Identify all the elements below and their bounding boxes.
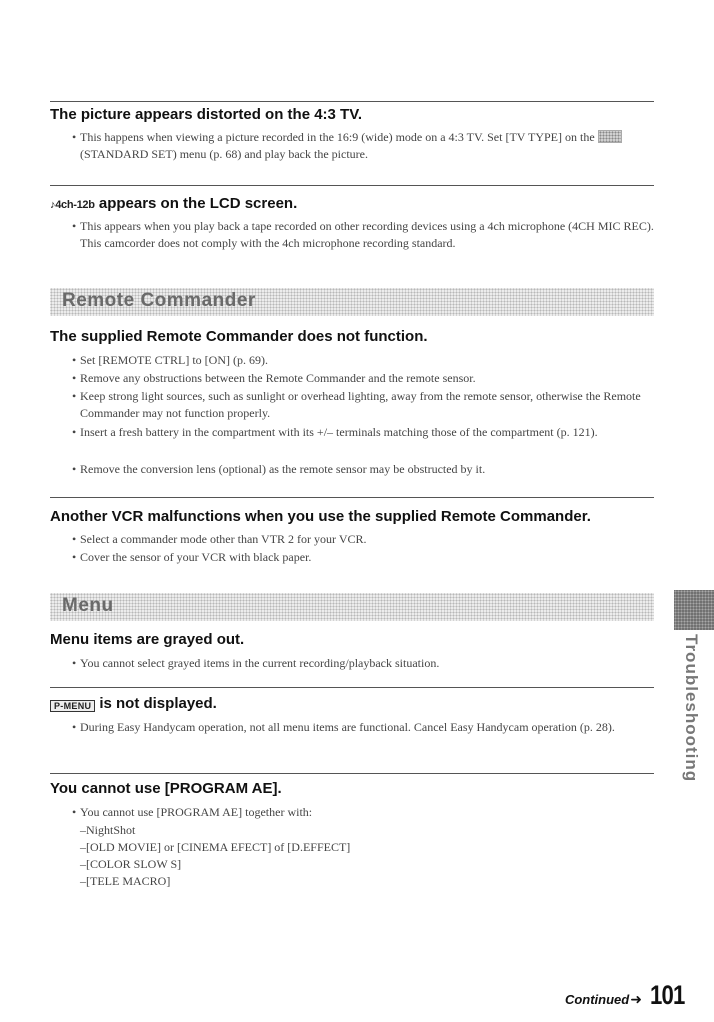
list-item [72,804,670,821]
bullet: • [72,353,77,367]
category-banner [50,288,654,316]
4ch-12b-indicator-icon: ♪4ch-12b [50,199,95,211]
bullet: • [72,462,77,476]
bullet: • [72,550,77,564]
section-heading: The supplied Remote Commander does not function. [50,328,428,345]
list-item [72,531,670,548]
side-tab-label: Troubleshooting [682,634,701,783]
section-divider [50,101,654,102]
list-item [72,424,670,441]
list-item [72,655,670,672]
section-divider [50,773,654,774]
item-text: Insert a fresh battery in the compartment with its +/– terminals matching those of the compartment (p. 121). [80,425,598,439]
banner-title: Menu [62,595,114,616]
banner-title: Remote Commander [62,290,256,311]
item-text: Cover the sensor of your VCR with black paper. [80,550,312,564]
dash-item: –[COLOR SLOW S] [80,857,182,871]
item-text: (STANDARD SET) menu (p. 68) and play back the picture. [80,147,368,161]
page-number: 101 [649,980,685,1010]
heading-text: is not displayed. [99,695,217,712]
bullet: • [72,219,77,233]
category-banner [50,593,654,621]
bullet: • [72,425,77,439]
section-heading [50,695,217,712]
standard-set-menu-icon [598,130,622,143]
continued-arrow-icon: ➜ [630,991,642,1007]
bullet: • [72,720,77,734]
list-item [72,129,670,163]
side-tab-marker [674,590,714,630]
item-text: You cannot select grayed items in the current recording/playback situation. [80,656,440,670]
p-menu-icon: P-MENU [50,700,95,712]
bullet: • [72,130,77,144]
section-heading [50,195,297,212]
item-text: This happens when viewing a picture recorded in the 16:9 (wide) mode on a 4:3 TV. Set [TV TYPE] on the [80,130,595,144]
item-text: Set [REMOTE CTRL] to [ON] (p. 69). [80,353,268,367]
bullet: • [72,805,77,819]
dash-item: –[TELE MACRO] [80,874,171,888]
bullet: • [72,371,77,385]
item-text: Remove any obstructions between the Remote Commander and the remote sensor. [80,371,476,385]
item-text: Remove the conversion lens (optional) as the remote sensor may be obstructed by it. [80,462,486,476]
section-heading: The picture appears distorted on the 4:3 TV. [50,106,363,123]
list-item [72,549,670,566]
item-text: This appears when you play back a tape recorded on other recording devices using a 4ch microphone (4CH MIC REC). This camcorder does not comply with the 4ch microphone recording standard. [80,219,654,250]
item-text: During Easy Handycam operation, not all menu items are functional. Cancel Easy Handycam operation (p. 28). [80,720,615,734]
list-item [72,352,670,369]
bullet: • [72,389,77,403]
heading-text: appears on the LCD screen. [98,195,298,212]
section-heading: Menu items are grayed out. [50,631,245,648]
item-text: Select a commander mode other than VTR 2 for your VCR. [80,532,367,546]
section-divider [50,185,654,186]
page-footer [565,980,692,1011]
list-item [72,461,670,478]
bullet: • [72,532,77,546]
dash-item: –[OLD MOVIE] or [CINEMA EFECT] of [D.EFFECT] [80,840,351,854]
list-item [72,719,670,736]
section-divider [50,497,654,498]
section-heading: Another VCR malfunctions when you use the supplied Remote Commander. [50,508,591,525]
list-item [72,388,670,422]
dash-item: –NightShot [80,823,136,837]
section-divider [50,687,654,688]
section-heading: You cannot use [PROGRAM AE]. [50,780,282,797]
list-item [72,218,670,252]
item-text: Keep strong light sources, such as sunlight or overhead lighting, away from the remote sensor, otherwise the Remote Commander may not function properly. [80,389,641,420]
bullet: • [72,656,77,670]
continued-label: Continued [564,992,630,1007]
item-text: You cannot use [PROGRAM AE] together with: [80,805,313,819]
list-item [72,370,670,387]
